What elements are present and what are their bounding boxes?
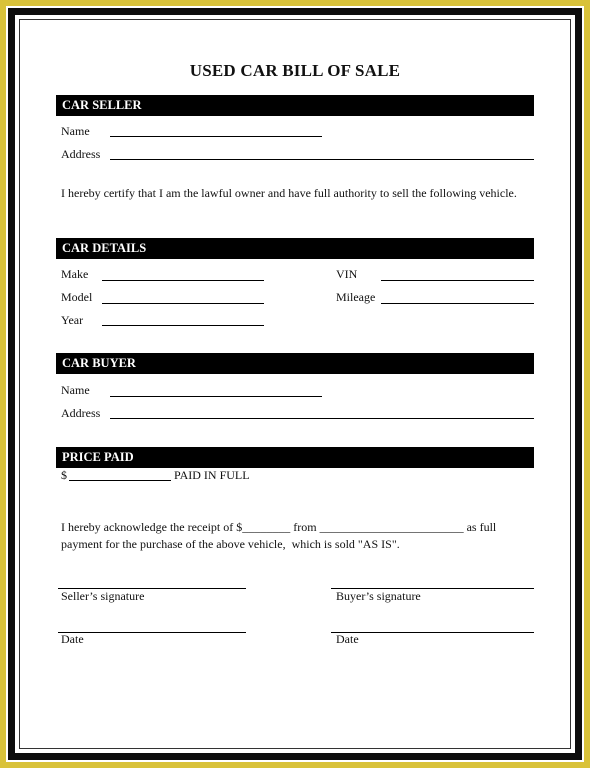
- make-label: Make: [61, 267, 89, 281]
- section-header-car-buyer: CAR BUYER: [56, 353, 534, 374]
- year-label: Year: [61, 313, 84, 327]
- year-field[interactable]: [102, 325, 264, 326]
- mileage-label: Mileage: [336, 290, 376, 304]
- seller-name-field[interactable]: [110, 136, 322, 137]
- acknowledge-line-1: [61, 520, 496, 535]
- mileage-field[interactable]: [381, 303, 534, 304]
- buyer-address-field[interactable]: [110, 418, 534, 419]
- seller-certify-text: I hereby certify that I am the lawful owner and have full authority to sell the following vehicle.: [61, 186, 517, 200]
- buyer-signature-label: Buyer’s signature: [336, 589, 421, 603]
- seller-signature-label: Seller’s signature: [61, 589, 145, 603]
- section-header-car-details: CAR DETAILS: [56, 238, 534, 259]
- acknowledge-text-2: from: [290, 520, 320, 534]
- buyer-name-label: Name: [61, 383, 90, 397]
- model-field[interactable]: [102, 303, 264, 304]
- buyer-date-label: Date: [336, 632, 359, 646]
- document-title: USED CAR BILL OF SALE: [189, 61, 401, 80]
- section-header-car-seller: CAR SELLER: [56, 95, 534, 116]
- section-header-price-paid: PRICE PAID: [56, 447, 534, 468]
- acknowledge-text-1: I hereby acknowledge the receipt of $: [61, 520, 243, 534]
- seller-date-label: Date: [61, 632, 84, 646]
- buyer-name-field[interactable]: [110, 396, 322, 397]
- acknowledge-amount-blank[interactable]: ________: [242, 520, 291, 534]
- seller-address-label: Address: [61, 147, 101, 161]
- vin-field[interactable]: [381, 280, 534, 281]
- acknowledge-text-3: as full: [463, 520, 497, 534]
- buyer-address-label: Address: [61, 406, 101, 420]
- price-dollar-sign: $: [61, 468, 67, 482]
- vin-label: VIN: [336, 267, 358, 281]
- paid-in-full-label: PAID IN FULL: [174, 468, 250, 482]
- price-amount-field[interactable]: [69, 480, 171, 481]
- inner-thin-border: [19, 19, 571, 749]
- model-label: Model: [61, 290, 93, 304]
- seller-date-field[interactable]: [58, 632, 246, 633]
- make-field[interactable]: [102, 280, 264, 281]
- seller-name-label: Name: [61, 124, 90, 138]
- buyer-date-field[interactable]: [331, 632, 534, 633]
- acknowledge-line-2: payment for the purchase of the above vehicle, which is sold "AS IS".: [61, 537, 400, 551]
- acknowledge-from-blank[interactable]: ________________________: [319, 520, 464, 534]
- seller-address-field[interactable]: [110, 159, 534, 160]
